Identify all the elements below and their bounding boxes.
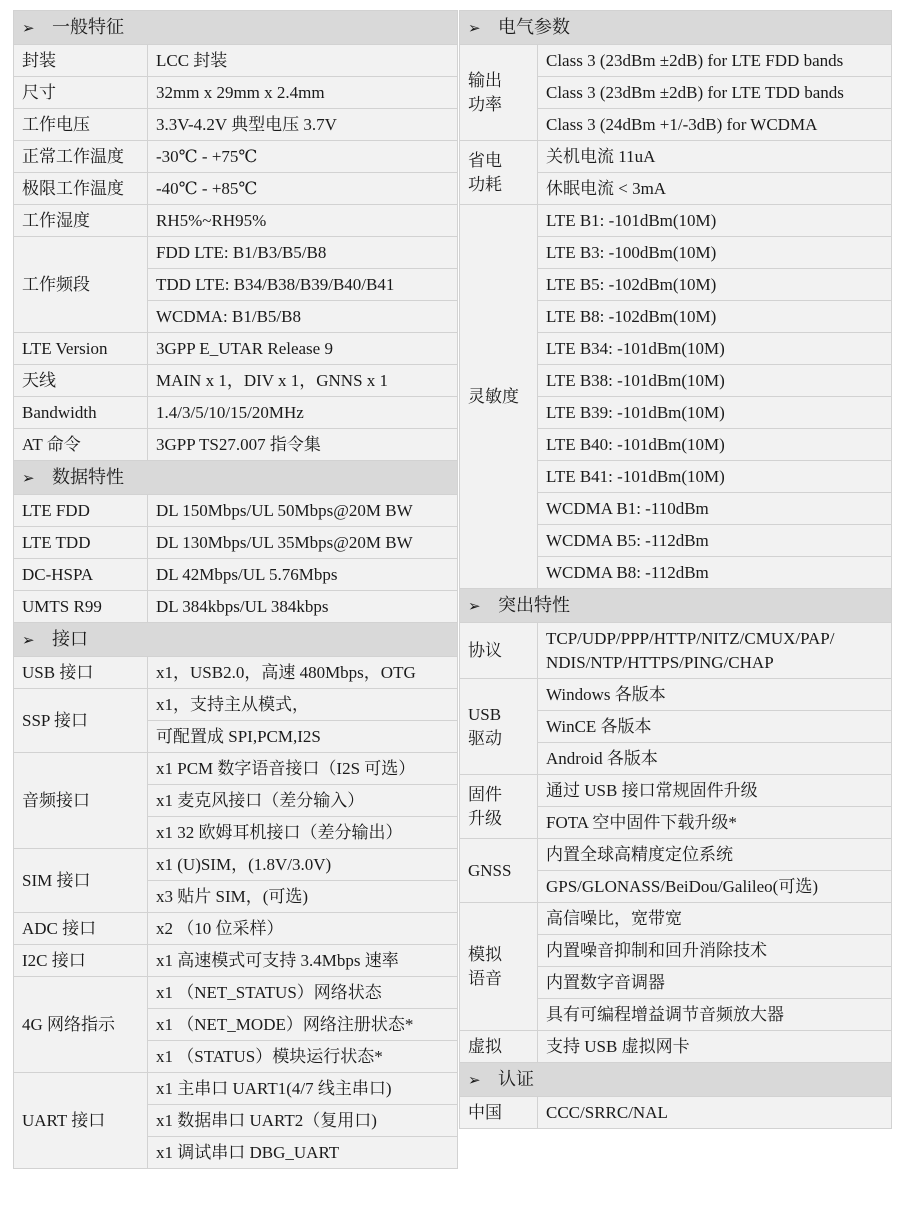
- row-value: DL 150Mbps/UL 50Mbps@20M BW: [148, 495, 458, 527]
- spec-table-left: [13, 10, 458, 1169]
- row-key: GNSS: [460, 839, 538, 903]
- table-row: [14, 849, 458, 881]
- arrow-right-icon: ➢: [22, 19, 35, 37]
- row-key: 工作湿度: [14, 205, 148, 237]
- row-value: x1 数据串口 UART2（复用口): [148, 1105, 458, 1137]
- row-key: 输出 功率: [460, 45, 538, 141]
- row-key: 工作频段: [14, 237, 148, 333]
- row-value: x1 主串口 UART1(4/7 线主串口): [148, 1073, 458, 1105]
- row-key: 封装: [14, 45, 148, 77]
- section-title: 数据特性: [52, 467, 124, 487]
- table-row: [460, 205, 892, 237]
- row-value: x1 （NET_MODE）网络注册状态*: [148, 1009, 458, 1041]
- table-row: [14, 109, 458, 141]
- row-value: 3GPP TS27.007 指令集: [148, 429, 458, 461]
- table-row: [14, 173, 458, 205]
- row-key: 灵敏度: [460, 205, 538, 589]
- row-value: LTE B3: -100dBm(10M): [538, 237, 892, 269]
- row-key: USB 驱动: [460, 679, 538, 775]
- row-value: x1 调试串口 DBG_UART: [148, 1137, 458, 1169]
- left-column: [13, 10, 458, 1169]
- row-value: x1，支持主从模式，: [148, 689, 458, 721]
- table-row: [14, 205, 458, 237]
- row-value: -30℃ - +75℃: [148, 141, 458, 173]
- section-title: 接口: [52, 629, 88, 649]
- right-column: [459, 10, 892, 1129]
- arrow-right-icon: ➢: [468, 19, 481, 37]
- table-row: [14, 527, 458, 559]
- row-value: 支持 USB 虚拟网卡: [538, 1031, 892, 1063]
- table-row: [14, 913, 458, 945]
- row-value: x1 麦克风接口（差分输入）: [148, 785, 458, 817]
- section-header: [14, 461, 458, 495]
- row-value: DL 130Mbps/UL 35Mbps@20M BW: [148, 527, 458, 559]
- row-value: LTE B41: -101dBm(10M): [538, 461, 892, 493]
- table-row: [14, 429, 458, 461]
- section-header: [460, 589, 892, 623]
- row-key: LTE Version: [14, 333, 148, 365]
- table-row: [460, 623, 892, 679]
- row-key: 4G 网络指示: [14, 977, 148, 1073]
- section-header: [14, 11, 458, 45]
- row-key: ADC 接口: [14, 913, 148, 945]
- arrow-right-icon: ➢: [468, 1071, 481, 1089]
- row-value: 内置数字音调器: [538, 967, 892, 999]
- row-value: x1 (U)SIM，(1.8V/3.0V): [148, 849, 458, 881]
- table-row: [460, 45, 892, 77]
- row-value: 内置噪音抑制和回升消除技术: [538, 935, 892, 967]
- section-header: [460, 1063, 892, 1097]
- row-value: Android 各版本: [538, 743, 892, 775]
- row-value: DL 384kbps/UL 384kbps: [148, 591, 458, 623]
- row-value: x1 高速模式可支持 3.4Mbps 速率: [148, 945, 458, 977]
- row-key: 极限工作温度: [14, 173, 148, 205]
- row-value: 3.3V-4.2V 典型电压 3.7V: [148, 109, 458, 141]
- row-value: WCDMA B1: -110dBm: [538, 493, 892, 525]
- row-key: 中国: [460, 1097, 538, 1129]
- row-key: SSP 接口: [14, 689, 148, 753]
- row-value: LCC 封装: [148, 45, 458, 77]
- table-row: [14, 945, 458, 977]
- table-row: [14, 45, 458, 77]
- table-row: [14, 657, 458, 689]
- row-value: x1 （STATUS）模块运行状态*: [148, 1041, 458, 1073]
- row-value: 32mm x 29mm x 2.4mm: [148, 77, 458, 109]
- table-row: [14, 1073, 458, 1105]
- row-value: Class 3 (23dBm ±2dB) for LTE TDD bands: [538, 77, 892, 109]
- row-key: 固件 升级: [460, 775, 538, 839]
- arrow-right-icon: ➢: [22, 469, 35, 487]
- row-key: 协议: [460, 623, 538, 679]
- table-row: [14, 689, 458, 721]
- row-value: LTE B34: -101dBm(10M): [538, 333, 892, 365]
- row-value: RH5%~RH95%: [148, 205, 458, 237]
- row-value: WCDMA B8: -112dBm: [538, 557, 892, 589]
- row-value: WCDMA: B1/B5/B8: [148, 301, 458, 333]
- table-row: [14, 977, 458, 1009]
- section-title: 电气参数: [498, 17, 570, 37]
- section-title: 认证: [498, 1069, 534, 1089]
- table-row: [14, 591, 458, 623]
- table-row: [460, 679, 892, 711]
- row-value: Class 3 (23dBm ±2dB) for LTE FDD bands: [538, 45, 892, 77]
- row-key: SIM 接口: [14, 849, 148, 913]
- row-value: CCC/SRRC/NAL: [538, 1097, 892, 1129]
- table-row: [14, 397, 458, 429]
- row-key: 模拟 语音: [460, 903, 538, 1031]
- row-key: 虚拟: [460, 1031, 538, 1063]
- table-row: [460, 141, 892, 173]
- row-value: -40℃ - +85℃: [148, 173, 458, 205]
- row-key: 省电 功耗: [460, 141, 538, 205]
- table-row: [460, 903, 892, 935]
- row-value: x1 PCM 数字语音接口（I2S 可选）: [148, 753, 458, 785]
- section-header: [460, 11, 892, 45]
- section-title: 一般特征: [52, 17, 124, 37]
- table-row: [14, 365, 458, 397]
- row-value: x1 32 欧姆耳机接口（差分输出）: [148, 817, 458, 849]
- row-value: x1 （NET_STATUS）网络状态: [148, 977, 458, 1009]
- row-key: 尺寸: [14, 77, 148, 109]
- row-value: 通过 USB 接口常规固件升级: [538, 775, 892, 807]
- row-value: TCP/UDP/PPP/HTTP/NITZ/CMUX/PAP/ NDIS/NTP/HTTPS/PING/CHAP: [538, 623, 892, 679]
- row-key: I2C 接口: [14, 945, 148, 977]
- row-key: Bandwidth: [14, 397, 148, 429]
- row-value: LTE B5: -102dBm(10M): [538, 269, 892, 301]
- row-value: Windows 各版本: [538, 679, 892, 711]
- row-value: x1，USB2.0，高速 480Mbps，OTG: [148, 657, 458, 689]
- section-title: 突出特性: [498, 595, 570, 615]
- row-key: UMTS R99: [14, 591, 148, 623]
- row-value: 内置全球高精度定位系统: [538, 839, 892, 871]
- row-value: 高信噪比，宽带宽: [538, 903, 892, 935]
- spec-table-right: [459, 10, 892, 1129]
- row-key: USB 接口: [14, 657, 148, 689]
- table-row: [460, 839, 892, 871]
- row-key: LTE TDD: [14, 527, 148, 559]
- table-row: [14, 77, 458, 109]
- row-key: 正常工作温度: [14, 141, 148, 173]
- row-value: LTE B38: -101dBm(10M): [538, 365, 892, 397]
- row-value: DL 42Mbps/UL 5.76Mbps: [148, 559, 458, 591]
- row-key: DC-HSPA: [14, 559, 148, 591]
- row-value: 关机电流 11uA: [538, 141, 892, 173]
- row-key: UART 接口: [14, 1073, 148, 1169]
- row-key: 音频接口: [14, 753, 148, 849]
- row-value: GPS/GLONASS/BeiDou/Galileo(可选): [538, 871, 892, 903]
- row-value: WCDMA B5: -112dBm: [538, 525, 892, 557]
- row-key: 工作电压: [14, 109, 148, 141]
- row-value: 具有可编程增益调节音频放大器: [538, 999, 892, 1031]
- row-value: 可配置成 SPI,PCM,I2S: [148, 721, 458, 753]
- table-row: [460, 1031, 892, 1063]
- row-value: FOTA 空中固件下载升级*: [538, 807, 892, 839]
- arrow-right-icon: ➢: [22, 631, 35, 649]
- section-header: [14, 623, 458, 657]
- row-value: TDD LTE: B34/B38/B39/B40/B41: [148, 269, 458, 301]
- table-row: [14, 495, 458, 527]
- row-value: LTE B40: -101dBm(10M): [538, 429, 892, 461]
- table-row: [460, 775, 892, 807]
- table-row: [14, 333, 458, 365]
- table-row: [460, 1097, 892, 1129]
- row-value: LTE B1: -101dBm(10M): [538, 205, 892, 237]
- row-value: x2 （10 位采样）: [148, 913, 458, 945]
- row-value: LTE B8: -102dBm(10M): [538, 301, 892, 333]
- row-value: 休眠电流 < 3mA: [538, 173, 892, 205]
- row-value: x3 贴片 SIM，(可选): [148, 881, 458, 913]
- table-row: [14, 753, 458, 785]
- row-value: WinCE 各版本: [538, 711, 892, 743]
- table-row: [14, 141, 458, 173]
- table-row: [14, 237, 458, 269]
- row-value: Class 3 (24dBm +1/-3dB) for WCDMA: [538, 109, 892, 141]
- row-value: MAIN x 1，DIV x 1，GNNS x 1: [148, 365, 458, 397]
- arrow-right-icon: ➢: [468, 597, 481, 615]
- row-value: 3GPP E_UTAR Release 9: [148, 333, 458, 365]
- row-value: LTE B39: -101dBm(10M): [538, 397, 892, 429]
- row-key: 天线: [14, 365, 148, 397]
- table-row: [14, 559, 458, 591]
- row-key: LTE FDD: [14, 495, 148, 527]
- row-value: 1.4/3/5/10/15/20MHz: [148, 397, 458, 429]
- row-key: AT 命令: [14, 429, 148, 461]
- row-value: FDD LTE: B1/B3/B5/B8: [148, 237, 458, 269]
